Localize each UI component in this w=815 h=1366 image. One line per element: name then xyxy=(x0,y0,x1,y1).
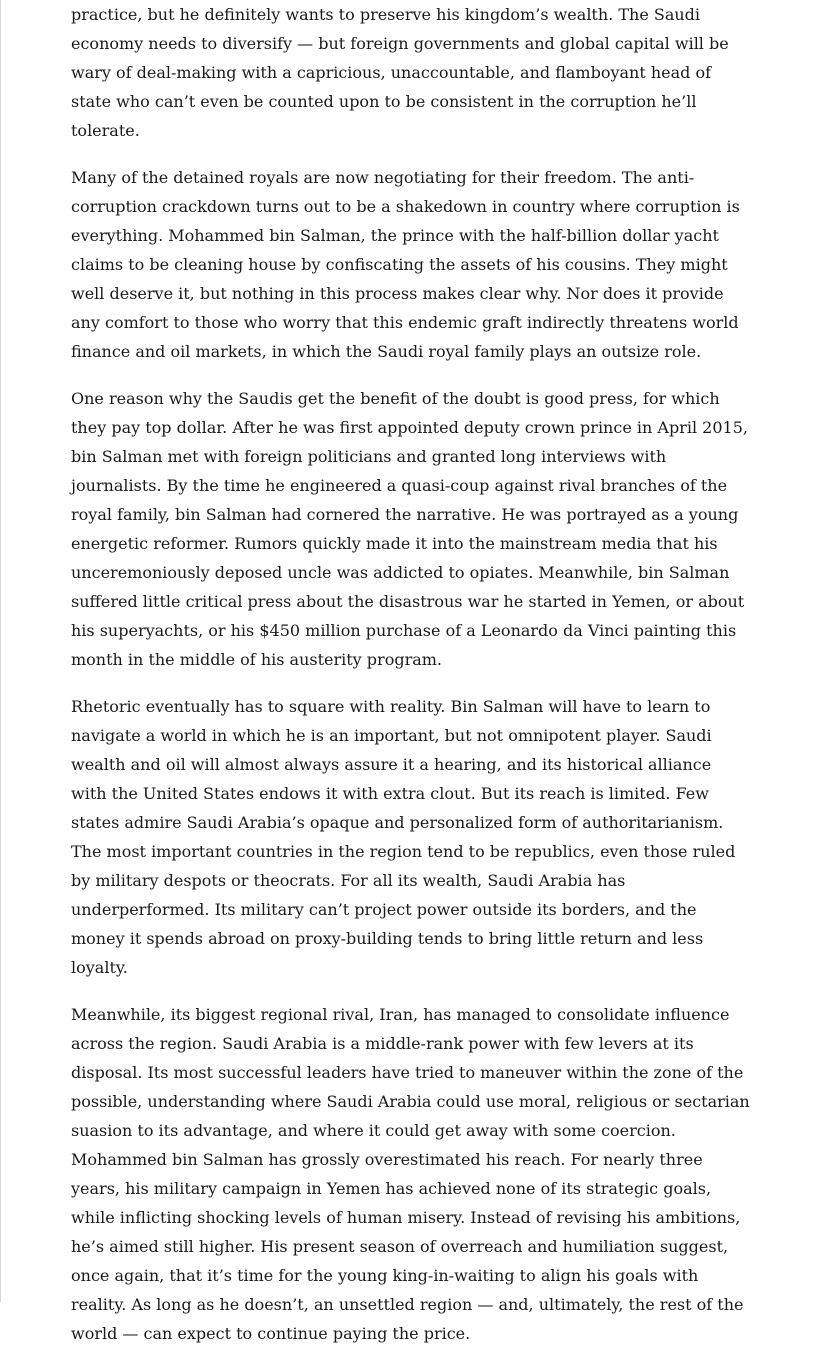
article-body xyxy=(71,0,751,1366)
page-left-border xyxy=(0,0,1,1302)
article-paragraph: practice, but he definitely wants to preserve his kingdom’s wealth. The Saudi economy needs to diversify — but foreign governments and global capital will be wary of deal-making with a capricious, unaccountable, and flamboyant head of state who can’t even be counted upon to be consistent in the corruption he’ll tolerate. xyxy=(71,5,729,140)
article-paragraph: Rhetoric eventually has to square with reality. Bin Salman will have to learn to navigate a world in which he is an important, but not omnipotent player. Saudi wealth and oil will almost always assure it a hearing, and its historical alliance with the United States endows it with extra clout. But its reach is limited. Few states admire Saudi Arabia’s opaque and personalized form of authoritarianism. The most important countries in the region tend to be republics, even those ruled by military despots or theocrats. For all its wealth, Saudi Arabia has underperformed. Its military can’t project power outside its borders, and the money it spends abroad on proxy-building tends to bring little return and less loyalty. xyxy=(71,697,736,977)
article-paragraph: Meanwhile, its biggest regional rival, Iran, has managed to consolidate influence across the region. Saudi Arabia is a middle-rank power with few levers at its disposal. Its most successful leaders have tried to maneuver within the zone of the possible, understanding where Saudi Arabia could use moral, religious or sectarian suasion to its advantage, and where it could get away with some coercion. Mohammed bin Salman has grossly overestimated his reach. For nearly three years, his military campaign in Yemen has achieved none of its strategic goals, while inflicting shocking levels of human misery. Instead of revising his ambitions, he’s aimed still higher. His present season of overreach and humiliation suggest, once again, that it’s time for the young king-in-waiting to align his goals with reality. As long as he doesn’t, an unsettled region — and, ultimately, the rest of the world — can expect to continue paying the price. xyxy=(71,1005,750,1343)
article-paragraph: Many of the detained royals are now negotiating for their freedom. The anti-corruption crackdown turns out to be a shakedown in country where corruption is everything. Mohammed bin Salman, the prince with the half-billion dollar yacht claims to be cleaning house by confiscating the assets of his cousins. They might well deserve it, but nothing in this process makes clear why. Nor does it provide any comfort to those who worry that this endemic graft indirectly threatens world finance and oil markets, in which the Saudi royal family plays an outsize role. xyxy=(71,168,740,361)
article-paragraph: One reason why the Saudis get the benefit of the doubt is good press, for which they pay top dollar. After he was first appointed deputy crown prince in April 2015, bin Salman met with foreign politicians and granted long interviews with journalists. By the time he engineered a quasi-coup against rival branches of the royal family, bin Salman had cornered the narrative. He was portrayed as a young energetic reformer. Rumors quickly made it into the mainstream media that his unceremoniously deposed uncle was addicted to opiates. Meanwhile, bin Salman suffered little critical press about the disastrous war he started in Yemen, or about his superyachts, or his $450 million purchase of a Leonardo da Vinci painting this month in the middle of his austerity program. xyxy=(71,389,748,669)
